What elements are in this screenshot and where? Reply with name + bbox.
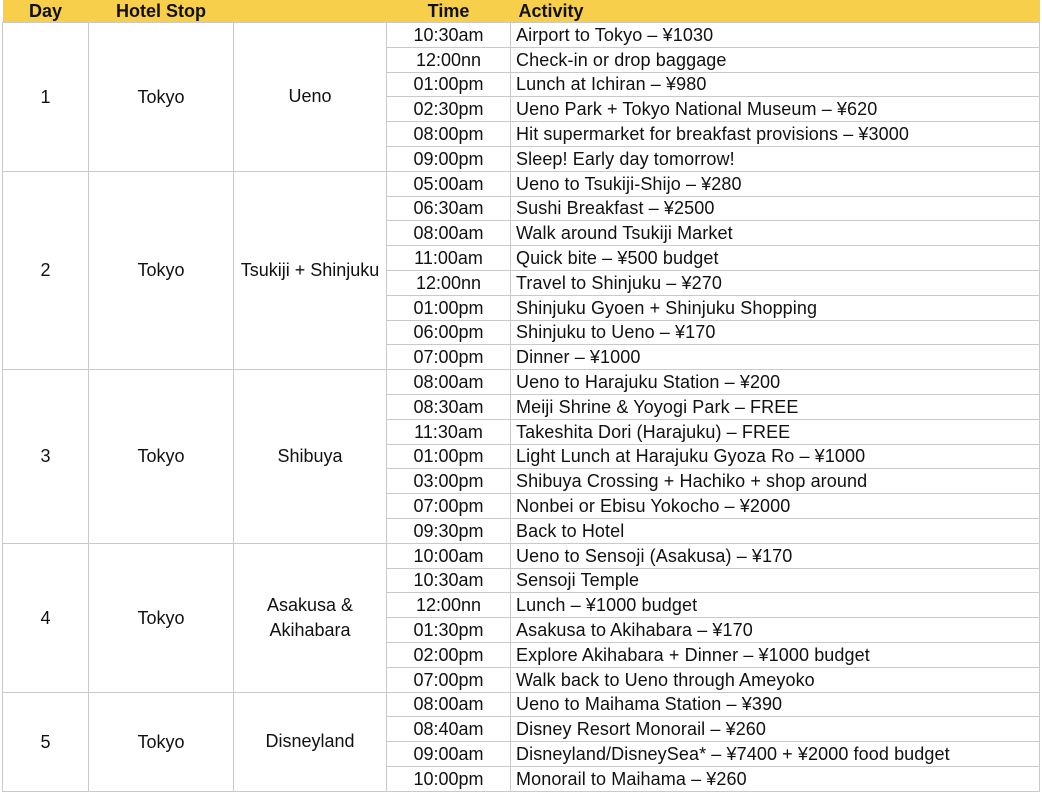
time-cell: 08:00am — [387, 692, 511, 717]
header-hotel-stop: Hotel Stop — [89, 0, 234, 23]
time-cell: 12:00nn — [387, 270, 511, 295]
time-cell: 01:00pm — [387, 72, 511, 97]
activity-cell: Back to Hotel — [511, 518, 1040, 543]
activity-cell: Disneyland/DisneySea* – ¥7400 + ¥2000 food budget — [511, 742, 1040, 767]
time-cell: 10:30am — [387, 568, 511, 593]
area-cell: Asakusa & Akihabara — [234, 543, 387, 692]
header-row — [3, 0, 1040, 23]
header-area — [234, 0, 387, 23]
time-cell: 11:30am — [387, 419, 511, 444]
day-cell: 5 — [3, 692, 89, 791]
activity-cell: Meiji Shrine & Yoyogi Park – FREE — [511, 394, 1040, 419]
itinerary-table — [2, 0, 1040, 792]
time-cell: 08:00pm — [387, 122, 511, 147]
time-cell: 10:30am — [387, 23, 511, 48]
activity-cell: Asakusa to Akihabara – ¥170 — [511, 618, 1040, 643]
time-cell: 11:00am — [387, 246, 511, 271]
time-cell: 01:30pm — [387, 618, 511, 643]
header-activity: Activity — [511, 0, 1040, 23]
activity-cell: Shibuya Crossing + Hachiko + shop around — [511, 469, 1040, 494]
day-cell: 3 — [3, 370, 89, 544]
time-cell: 08:40am — [387, 717, 511, 742]
table-row — [3, 692, 1040, 717]
time-cell: 06:30am — [387, 196, 511, 221]
hotel-stop-cell: Tokyo — [89, 171, 234, 369]
time-cell: 09:00pm — [387, 146, 511, 171]
activity-cell: Walk around Tsukiji Market — [511, 221, 1040, 246]
time-cell: 08:00am — [387, 221, 511, 246]
activity-cell: Nonbei or Ebisu Yokocho – ¥2000 — [511, 494, 1040, 519]
hotel-stop-cell: Tokyo — [89, 23, 234, 172]
activity-cell: Ueno to Maihama Station – ¥390 — [511, 692, 1040, 717]
hotel-stop-cell: Tokyo — [89, 543, 234, 692]
activity-cell: Ueno to Harajuku Station – ¥200 — [511, 370, 1040, 395]
table-body — [3, 23, 1040, 792]
activity-cell: Explore Akihabara + Dinner – ¥1000 budget — [511, 642, 1040, 667]
activity-cell: Takeshita Dori (Harajuku) – FREE — [511, 419, 1040, 444]
activity-cell: Walk back to Ueno through Ameyoko — [511, 667, 1040, 692]
activity-cell: Lunch – ¥1000 budget — [511, 593, 1040, 618]
activity-cell: Quick bite – ¥500 budget — [511, 246, 1040, 271]
time-cell: 01:00pm — [387, 295, 511, 320]
table-row — [3, 171, 1040, 196]
time-cell: 06:00pm — [387, 320, 511, 345]
hotel-stop-cell: Tokyo — [89, 370, 234, 544]
day-cell: 1 — [3, 23, 89, 172]
area-cell: Disneyland — [234, 692, 387, 791]
time-cell: 02:00pm — [387, 642, 511, 667]
time-cell: 08:00am — [387, 370, 511, 395]
time-cell: 07:00pm — [387, 345, 511, 370]
time-cell: 12:00nn — [387, 47, 511, 72]
table-row — [3, 23, 1040, 48]
activity-cell: Sensoji Temple — [511, 568, 1040, 593]
table-row — [3, 370, 1040, 395]
area-cell: Tsukiji + Shinjuku — [234, 171, 387, 369]
activity-cell: Ueno Park + Tokyo National Museum – ¥620 — [511, 97, 1040, 122]
time-cell: 09:30pm — [387, 518, 511, 543]
activity-cell: Travel to Shinjuku – ¥270 — [511, 270, 1040, 295]
table-row — [3, 543, 1040, 568]
activity-cell: Ueno to Tsukiji-Shijo – ¥280 — [511, 171, 1040, 196]
time-cell: 12:00nn — [387, 593, 511, 618]
header-time: Time — [387, 0, 511, 23]
time-cell: 02:30pm — [387, 97, 511, 122]
time-cell: 10:00pm — [387, 766, 511, 791]
activity-cell: Airport to Tokyo – ¥1030 — [511, 23, 1040, 48]
activity-cell: Shinjuku Gyoen + Shinjuku Shopping — [511, 295, 1040, 320]
activity-cell: Light Lunch at Harajuku Gyoza Ro – ¥1000 — [511, 444, 1040, 469]
time-cell: 08:30am — [387, 394, 511, 419]
activity-cell: Ueno to Sensoji (Asakusa) – ¥170 — [511, 543, 1040, 568]
day-cell: 2 — [3, 171, 89, 369]
time-cell: 09:00am — [387, 742, 511, 767]
activity-cell: Dinner – ¥1000 — [511, 345, 1040, 370]
activity-cell: Sleep! Early day tomorrow! — [511, 146, 1040, 171]
area-cell: Shibuya — [234, 370, 387, 544]
activity-cell: Monorail to Maihama – ¥260 — [511, 766, 1040, 791]
activity-cell: Lunch at Ichiran – ¥980 — [511, 72, 1040, 97]
hotel-stop-cell: Tokyo — [89, 692, 234, 791]
header-day: Day — [3, 0, 89, 23]
time-cell: 01:00pm — [387, 444, 511, 469]
table-header — [3, 0, 1040, 23]
day-cell: 4 — [3, 543, 89, 692]
activity-cell: Hit supermarket for breakfast provisions – ¥3000 — [511, 122, 1040, 147]
time-cell: 05:00am — [387, 171, 511, 196]
activity-cell: Shinjuku to Ueno – ¥170 — [511, 320, 1040, 345]
time-cell: 07:00pm — [387, 494, 511, 519]
activity-cell: Disney Resort Monorail – ¥260 — [511, 717, 1040, 742]
time-cell: 07:00pm — [387, 667, 511, 692]
time-cell: 03:00pm — [387, 469, 511, 494]
area-cell: Ueno — [234, 23, 387, 172]
time-cell: 10:00am — [387, 543, 511, 568]
activity-cell: Check-in or drop baggage — [511, 47, 1040, 72]
activity-cell: Sushi Breakfast – ¥2500 — [511, 196, 1040, 221]
